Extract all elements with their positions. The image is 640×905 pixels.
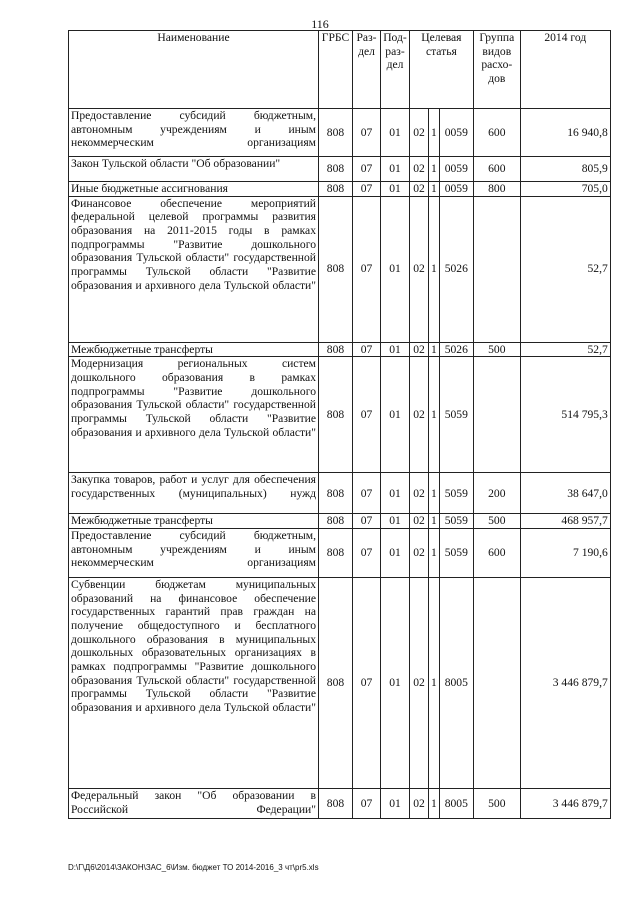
row-t2: 1 [429,182,440,197]
row-t3: 5059 [439,357,473,473]
row-t1: 02 [410,529,429,578]
row-grbs: 808 [319,357,353,473]
table-row [69,182,611,197]
budget-table [68,30,611,819]
row-group: 800 [473,182,520,197]
row-t1: 02 [410,342,429,357]
row-grbs: 808 [319,109,353,157]
table-row [69,109,611,157]
row-t2: 1 [429,357,440,473]
row-podrazdel: 01 [381,578,410,789]
row-amount: 705,0 [520,182,610,197]
row-name: Закупка товаров, работ и услуг для обеспечения государственных (муниципальных) нужд [69,473,319,514]
row-t1: 02 [410,157,429,182]
row-podrazdel: 01 [381,514,410,529]
row-group: 600 [473,529,520,578]
row-group: 200 [473,473,520,514]
row-razdel: 07 [353,578,381,789]
row-grbs: 808 [319,529,353,578]
row-grbs: 808 [319,157,353,182]
row-podrazdel: 01 [381,473,410,514]
row-razdel: 07 [353,357,381,473]
row-t2: 1 [429,196,440,342]
row-t1: 02 [410,473,429,514]
row-name: Предоставление субсидий бюджетным, автономным учреждениям и иным некоммерческим организациям [69,529,319,578]
table-row [69,473,611,514]
row-t3: 5059 [439,514,473,529]
row-razdel: 07 [353,196,381,342]
row-amount: 514 795,3 [520,357,610,473]
table-row [69,196,611,342]
row-group [473,357,520,473]
table-row [69,157,611,182]
row-t2: 1 [429,514,440,529]
row-t3: 0059 [439,109,473,157]
row-podrazdel: 01 [381,157,410,182]
table-row [69,357,611,473]
row-amount: 16 940,8 [520,109,610,157]
table-row [69,529,611,578]
row-t3: 0059 [439,182,473,197]
row-t3: 8005 [439,578,473,789]
row-razdel: 07 [353,182,381,197]
row-group: 500 [473,342,520,357]
row-name: Субвенции бюджетам муниципальных образований на финансовое обеспечение государственных гарантий прав граждан на получение общедоступного и бесплатного дошкольного образования в муниципальных дошкольных образовательных организациях в рамках подпрограммы "Развитие дошкольного образования Тульской области" государственной программы Тульской области "Развитие образования и архивного дела Тульской области" [69,578,319,789]
row-t3: 5059 [439,473,473,514]
row-grbs: 808 [319,182,353,197]
row-group: 500 [473,514,520,529]
row-t3: 8005 [439,789,473,819]
row-t1: 02 [410,109,429,157]
row-group [473,196,520,342]
row-podrazdel: 01 [381,196,410,342]
file-path-footer: D:\Г\Д6\2014\ЗАКОН\ЗАС_6\Изм. бюджет ТО 2014-2016_3 чт\pr5.xls [68,863,319,872]
row-razdel: 07 [353,157,381,182]
row-t1: 02 [410,357,429,473]
row-t1: 02 [410,578,429,789]
header-grbs: ГРБС [319,31,353,109]
row-t2: 1 [429,342,440,357]
row-t2: 1 [429,529,440,578]
row-podrazdel: 01 [381,529,410,578]
row-t1: 02 [410,182,429,197]
header-podrazdel: Под-раз-дел [381,31,410,109]
row-t1: 02 [410,196,429,342]
row-amount: 38 647,0 [520,473,610,514]
row-razdel: 07 [353,529,381,578]
table-row [69,578,611,789]
row-name: Закон Тульской области "Об образовании" [69,157,319,182]
table-row [69,789,611,819]
row-name: Межбюджетные трансферты [69,342,319,357]
page-number: 116 [311,17,329,31]
row-razdel: 07 [353,514,381,529]
row-group [473,578,520,789]
row-name: Модернизация региональных систем дошкольного образования в рамках подпрограммы "Развитие дошкольного образования Тульской области" государственной программы Тульской области "Развитие образования и архивного дела Тульской области" [69,357,319,473]
row-amount: 3 446 879,7 [520,578,610,789]
table-row [69,514,611,529]
row-grbs: 808 [319,789,353,819]
row-t1: 02 [410,789,429,819]
row-podrazdel: 01 [381,182,410,197]
row-name: Иные бюджетные ассигнования [69,182,319,197]
row-grbs: 808 [319,342,353,357]
row-grbs: 808 [319,514,353,529]
row-podrazdel: 01 [381,109,410,157]
row-razdel: 07 [353,789,381,819]
row-amount: 7 190,6 [520,529,610,578]
row-t2: 1 [429,109,440,157]
row-name: Финансовое обеспечение мероприятий федеральной целевой программы развития образования на 2011-2015 годы в рамках подпрограммы "Развитие дошкольного образования Тульской области" государственной программы Тульской области "Развитие образования и архивного дела Тульской области" [69,196,319,342]
row-amount: 3 446 879,7 [520,789,610,819]
header-target: Целевая статья [410,31,474,109]
row-t3: 5059 [439,529,473,578]
header-name: Наименование [69,31,319,109]
row-group: 500 [473,789,520,819]
row-t3: 5026 [439,196,473,342]
row-name: Предоставление субсидий бюджетным, автономным учреждениям и иным некоммерческим организациям [69,109,319,157]
row-amount: 805,9 [520,157,610,182]
row-grbs: 808 [319,196,353,342]
header-year: 2014 год [520,31,610,109]
header-group: Группа видов расхо-дов [473,31,520,109]
table-row [69,342,611,357]
row-t1: 02 [410,514,429,529]
row-razdel: 07 [353,473,381,514]
row-group: 600 [473,157,520,182]
row-t2: 1 [429,578,440,789]
row-t2: 1 [429,473,440,514]
row-razdel: 07 [353,109,381,157]
row-name: Федеральный закон "Об образовании в Российской Федерации" [69,789,319,819]
row-t3: 5026 [439,342,473,357]
row-podrazdel: 01 [381,789,410,819]
row-grbs: 808 [319,473,353,514]
row-podrazdel: 01 [381,342,410,357]
row-amount: 52,7 [520,342,610,357]
row-t3: 0059 [439,157,473,182]
row-grbs: 808 [319,578,353,789]
row-amount: 468 957,7 [520,514,610,529]
header-row [69,31,611,109]
row-amount: 52,7 [520,196,610,342]
row-t2: 1 [429,157,440,182]
row-razdel: 07 [353,342,381,357]
row-group: 600 [473,109,520,157]
row-t2: 1 [429,789,440,819]
row-name: Межбюджетные трансферты [69,514,319,529]
header-razdel: Раз-дел [353,31,381,109]
row-podrazdel: 01 [381,357,410,473]
